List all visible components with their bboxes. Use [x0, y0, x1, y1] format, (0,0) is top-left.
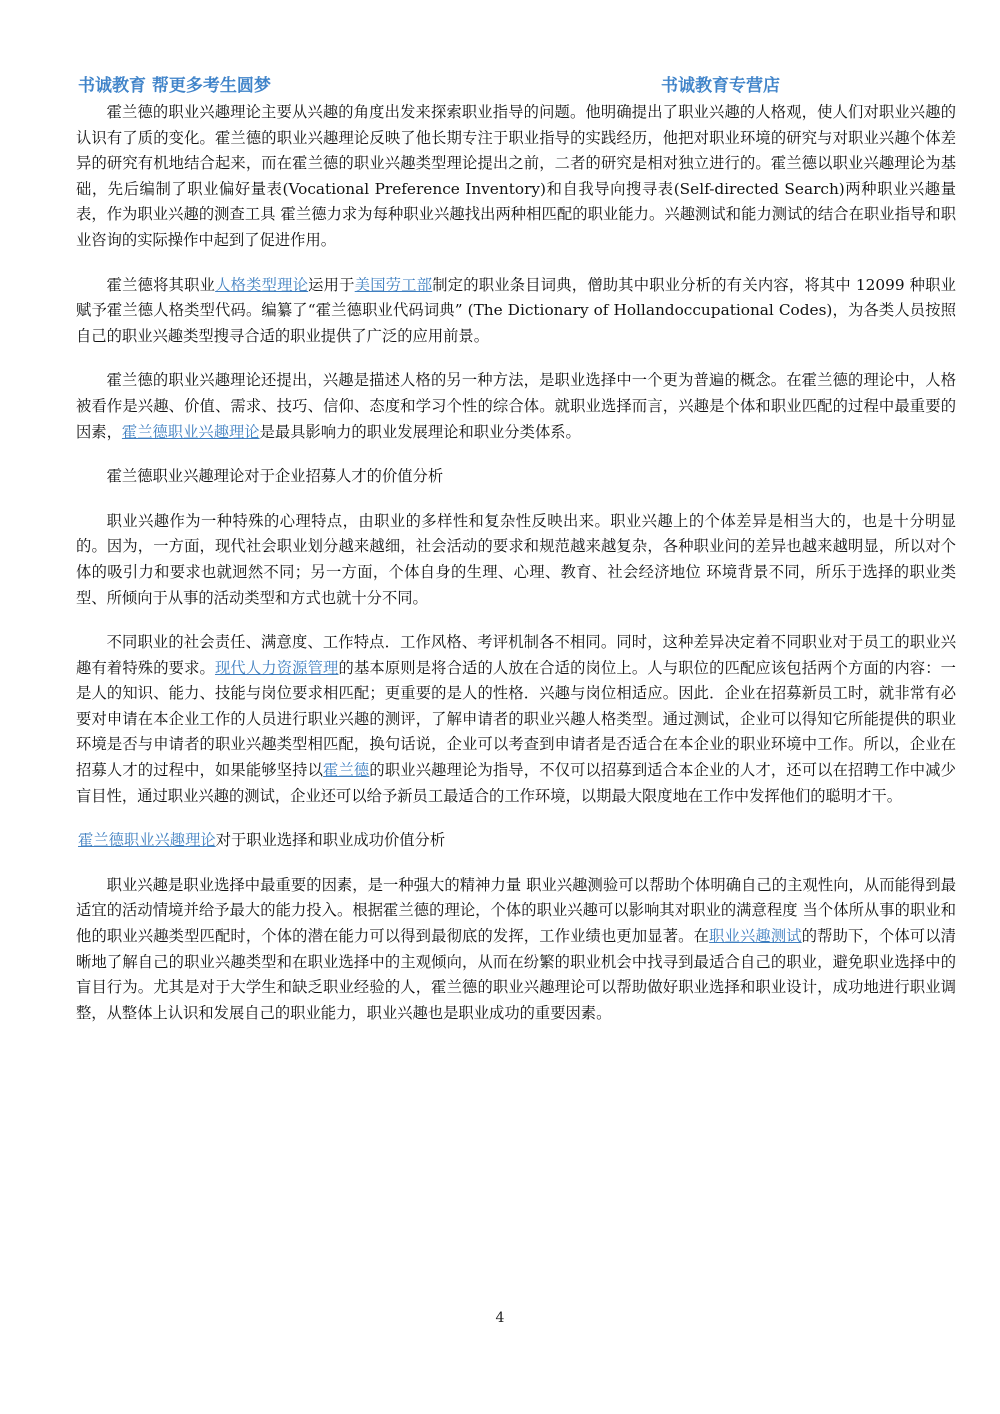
paragraph-5 [76, 630, 956, 809]
link-modern-hr-management[interactable]: 现代人力资源管理 [214, 658, 339, 677]
page-header [76, 72, 956, 100]
link-holland-interest-theory[interactable]: 霍兰德职业兴趣理论 [121, 422, 260, 441]
link-holland-interest-theory-heading[interactable]: 霍兰德职业兴趣理论 [78, 831, 216, 850]
text-run: 霍兰德将其职业 [106, 275, 216, 294]
page-number: 4 [495, 1310, 505, 1326]
paragraph-2 [76, 273, 956, 350]
link-career-interest-test[interactable]: 职业兴趣测试 [709, 927, 802, 946]
link-us-labor-department[interactable]: 美国劳工部 [354, 275, 433, 294]
text-run: 制定的职业条目词典，僧助其中职业分析的有关内容，将其中 12099 种职业赋予霍兰德人格类型代码。编纂了“霍兰德职业代码词典” (The Dictionary of Hollandoccupational Codes)，为各类人员按照自己的职业兴趣类型搜寻合适的职业提供了广泛的应用前景。 [76, 275, 956, 345]
text-run: 是最具影响力的职业发展理论和职业分类体系。 [259, 422, 581, 441]
text-run: 的基本原则是将合适的人放在合适的岗位上。人与职位的匹配应该包括两个方面的内容：一是人的知识、能力、技能与岗位要求相匹配；更重要的是人的性格．兴趣与岗位相适应。因此．企业在招募新员工时，就非常有必要对申请在本企业工作的人员进行职业兴趣的测评，了解申请者的职业兴趣人格类型。通过测试，企业可以得知它所能提供的职业环境是否与申请者的职业兴趣类型相匹配，换句话说，企业可以考查到申请者是否适合在本企业的职业环境中工作。所以，企业在招募人才的过程中，如果能够坚持以 [76, 658, 956, 780]
header-store-name: 书诚教育专营店 [661, 76, 780, 96]
paragraph-4: 职业兴趣作为一种特殊的心理特点，由职业的多样性和复杂性反映出来。职业兴趣上的个体差异是相当大的，也是十分明显的。因为，一方面，现代社会职业划分越来越细，社会活动的要求和规范越来越复杂，各种职业问的差异也越来越明显，所以对个体的吸引力和要求也就迥然不同；另一方面，个体自身的生理、心理、教育、社会经济地位 环境背景不同，所乐于选择的职业类型、所倾向于从事的活动类型和方式也就十分不同。 [76, 511, 956, 607]
document-page [76, 72, 956, 1045]
paragraph-1: 霍兰德的职业兴趣理论主要从兴趣的角度出发来探索职业指导的问题。他明确提出了职业兴趣的人格观，使人们对职业兴趣的认识有了质的变化。霍兰德的职业兴趣理论反映了他长期专注于职业指导的实践经历，他把对职业环境的研究与对职业兴趣个体差异的研究有机地结合起来，而在霍兰德的职业兴趣类型理论提出之前，二者的研究是相对独立进行的。霍兰德以职业兴趣理论为基础，先后编制了职业偏好量表(Vocational Preference Inventory)和自我导向搜寻表(Self-directed Search)两种职业兴趣量表，作为职业兴趣的测查工具 霍兰德力求为每种职业兴趣找出两种相匹配的职业能力。兴趣测试和能力测试的结合在职业指导和职业咨询的实际操作中起到了促进作用。 [76, 103, 956, 249]
link-personality-type-theory[interactable]: 人格类型理论 [215, 275, 309, 294]
paragraph-3 [76, 368, 956, 445]
text-run: 职业兴趣是职业选择中最重要的因素，是一种强大的精神力量 职业兴趣测验可以帮助个体明确自己的主观性向，从而能得到最适宜的活动情境并给予最大的能力投入。根据霍兰德的理论，个体的职业兴趣可以影响其对职业的满意程度 当个体所从事的职业和他的职业兴趣类型匹配时，个体的潜在能力可以得到最彻底的发挥，工作业绩也更加显著。在 [76, 875, 956, 946]
header-slogan: 书诚教育 帮更多考生圆梦 [78, 76, 271, 96]
text-run: 的帮助下，个体可以清晰地了解自己的职业兴趣类型和在职业选择中的主观倾向，从而在纷繁的职业机会中找寻到最适合自己的职业，避免职业选择中的盲目行为。尤其是对于大学生和缺乏职业经验的人，霍兰德的职业兴趣理论可以帮助做好职业选择和职业设计，成功地进行职业调整，从整体上认识和发展自己的职业能力，职业兴趣也是职业成功的重要因素。 [76, 927, 956, 1022]
text-run: 不同职业的社会责任、满意度、工作特点．工作风格、考评机制各不相同。同时，这种差异决定着不同职业对于员工的职业兴趣有着特殊的要求。 [76, 633, 956, 677]
heading-text: 对于职业选择和职业成功价值分析 [215, 831, 446, 850]
link-holland[interactable]: 霍兰德 [323, 761, 370, 780]
text-run: 霍兰德的职业兴趣理论还提出，兴趣是描述人格的另一种方法，是职业选择中一个更为普遍的概念。在霍兰德的理论中，人格被看作是兴趣、价值、需求、技巧、信仰、态度和学习个性的综合体。就职业选择而言，兴趣是个体和职业匹配的过程中最重要的因素， [76, 371, 956, 441]
paragraph-6 [76, 873, 956, 1027]
text-run: 的职业兴趣理论为指导，不仅可以招募到适合本企业的人才，还可以在招聘工作中减少盲目性，通过职业兴趣的测试，企业还可以给予新员工最适合的工作环境，以期最大限度地在工作中发挥他们的聪明才干。 [76, 761, 956, 805]
section-heading-career-choice [76, 828, 956, 854]
text-run: 运用于 [308, 275, 355, 294]
section-heading-recruitment: 霍兰德职业兴趣理论对于企业招募人才的价值分析 [106, 467, 444, 486]
